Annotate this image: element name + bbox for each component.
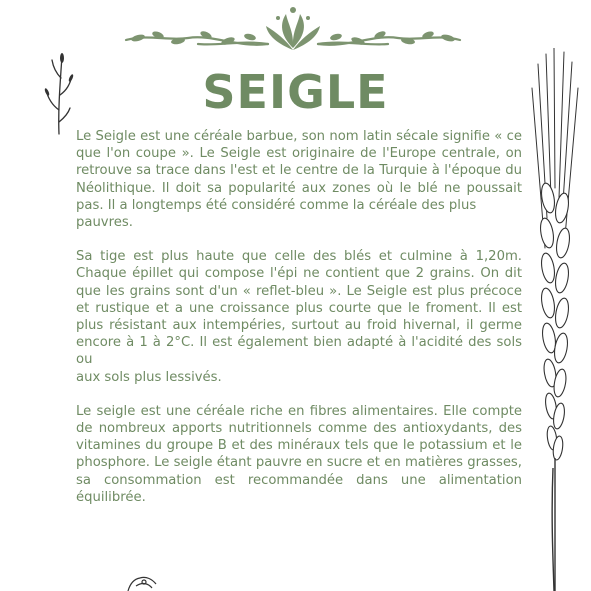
- page-title: SEIGLE: [202, 65, 389, 119]
- rye-ear-icon: [518, 48, 591, 591]
- paragraph-nutrition: [76, 403, 522, 506]
- paragraph-tail: pauvres.: [76, 215, 133, 231]
- sketch-fragment-icon: [124, 574, 164, 591]
- paragraph-text: Le seigle est une céréale riche en fibres alimentaires. Elle compte de nombreux apports nutritionnels comme des antioxydants, des vitamines du groupe B et des minéraux tels que le potassium et le phosphore. Le seigle étant pauvre en sucre et en matières grasses, sa consommation est recommandée dans une alimentation équilibrée.: [76, 403, 522, 505]
- paragraph-text: Sa tige est plus haute que celle des blés et culmine à 1,20m. Chaque épillet qui compose l'épi ne contient que 2 grains. On dit que les grains sont d'un « reflet-bleu ». Le Seigle est plus précoce et rustique et a une croissance plus courte que le froment. Il est plus résistant aux intempéries, surtout au froid hivernal, il germe encore à 1 à 2°C. Il est également bien adapté à l'acidité des sols ou: [76, 249, 522, 368]
- article-body: [76, 128, 522, 523]
- paragraph-origin: [76, 128, 522, 231]
- floral-ornament-icon: [118, 4, 468, 56]
- paragraph-description: [76, 248, 522, 386]
- paragraph-tail: aux sols plus lessivés.: [76, 369, 222, 385]
- paragraph-text: Le Seigle est une céréale barbue, son nom latin sécale signifie « ce que l'on coupe ». Le Seigle est originaire de l'Europe centrale, on retrouve sa trace dans l'est et le centre de la Turquie à l'époque du Néolithique. Il doit sa popularité aux zones où le blé ne poussait pas. Il a longtemps été considéré comme la céréale des plus: [76, 129, 522, 213]
